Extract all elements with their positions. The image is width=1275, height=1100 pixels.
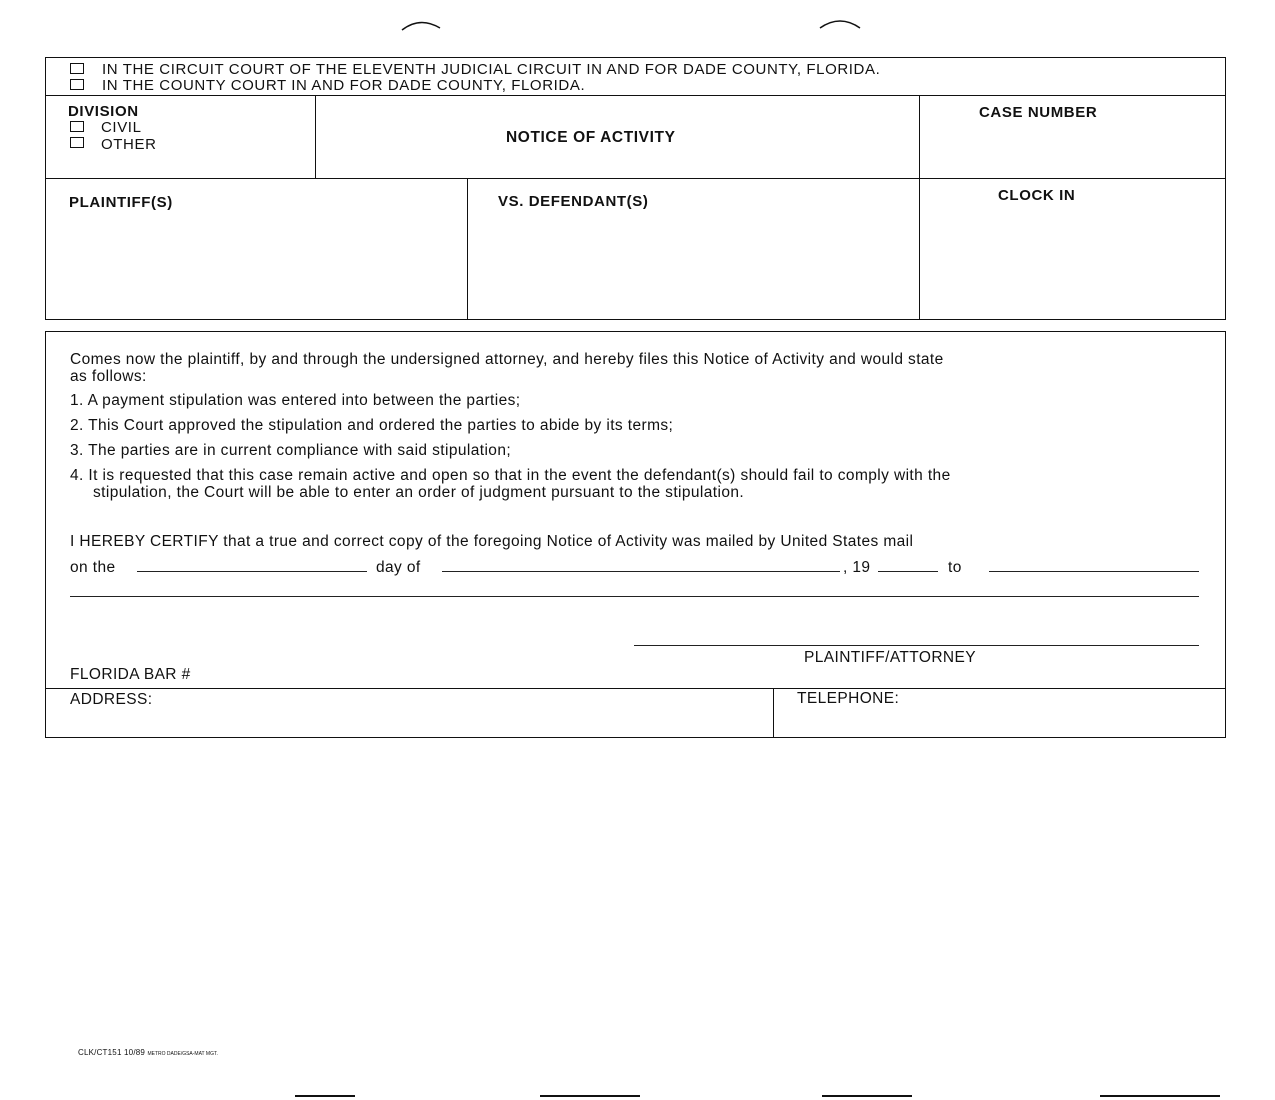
header-divider-2	[45, 178, 1226, 179]
plaintiff-label: PLAINTIFF(S)	[69, 194, 173, 211]
certify-line: I HEREBY CERTIFY that a true and correct copy of the foregoing Notice of Activity was mailed by United States mail	[70, 533, 914, 550]
signature-line[interactable]	[634, 645, 1199, 646]
county-court-label: IN THE COUNTY COURT IN AND FOR DADE COUNTY, FLORIDA.	[102, 77, 586, 94]
division-label: DIVISION	[68, 103, 139, 120]
scan-mark-right	[816, 12, 864, 34]
day-of-label: day of	[376, 559, 421, 576]
item-2: 2. This Court approved the stipulation and ordered the parties to abide by its terms;	[70, 417, 674, 434]
day-blank[interactable]	[137, 571, 367, 572]
case-number-label: CASE NUMBER	[979, 104, 1098, 121]
defendant-field[interactable]	[472, 215, 914, 315]
form-title: NOTICE OF ACTIVITY	[506, 129, 676, 146]
address-label: ADDRESS:	[70, 691, 153, 708]
signature-label: PLAINTIFF/ATTORNEY	[804, 649, 976, 666]
case-number-divider	[919, 95, 920, 320]
year-blank[interactable]	[878, 571, 938, 572]
other-checkbox[interactable]	[70, 137, 84, 148]
bottom-scan-mark-2	[540, 1095, 640, 1097]
intro-line-1: Comes now the plaintiff, by and through the undersigned attorney, and hereby files this Notice of Activity and would state	[70, 351, 944, 368]
scan-mark-left	[398, 14, 444, 34]
defendant-label: VS. DEFENDANT(S)	[498, 193, 649, 210]
address-divider	[45, 688, 1226, 689]
plaintiff-field[interactable]	[50, 215, 462, 315]
form-code-dept: METRO DADE/GSA-MAT MGT.	[147, 1051, 218, 1057]
item-3: 3. The parties are in current compliance with said stipulation;	[70, 442, 512, 459]
recipient-blank[interactable]	[989, 571, 1199, 572]
florida-bar-label: FLORIDA BAR #	[70, 666, 191, 683]
form-code	[78, 1048, 218, 1057]
other-label: OTHER	[101, 136, 157, 153]
intro-line-2: as follows:	[70, 368, 147, 385]
form-code-number: CLK/CT151 10/89	[78, 1048, 146, 1057]
bottom-scan-mark-3	[822, 1095, 912, 1097]
month-blank[interactable]	[442, 571, 840, 572]
telephone-divider	[773, 688, 774, 738]
bottom-scan-mark-1	[295, 1095, 355, 1097]
address-field[interactable]	[180, 692, 768, 732]
division-divider	[315, 95, 316, 178]
to-label: to	[948, 559, 962, 576]
circuit-court-checkbox[interactable]	[70, 63, 84, 74]
recipient-blank-line-2[interactable]	[70, 596, 1199, 597]
header-divider-1	[45, 95, 1226, 96]
year-prefix-label: , 19	[843, 559, 871, 576]
civil-checkbox[interactable]	[70, 121, 84, 132]
county-court-checkbox[interactable]	[70, 79, 84, 90]
clock-in-field[interactable]	[925, 210, 1220, 315]
item-4-continued: stipulation, the Court will be able to enter an order of judgment pursuant to the stipulation.	[93, 484, 745, 501]
case-number-field[interactable]	[925, 125, 1220, 173]
item-1: 1. A payment stipulation was entered into between the parties;	[70, 392, 521, 409]
circuit-court-label: IN THE CIRCUIT COURT OF THE ELEVENTH JUDICIAL CIRCUIT IN AND FOR DADE COUNTY, FLORIDA.	[102, 61, 881, 78]
telephone-field[interactable]	[935, 692, 1220, 732]
plaintiff-divider	[467, 178, 468, 320]
civil-label: CIVIL	[101, 119, 142, 136]
bottom-scan-mark-4	[1100, 1095, 1220, 1097]
item-4: 4. It is requested that this case remain active and open so that in the event the defendant(s) should fail to comply with the	[70, 467, 951, 484]
on-the-label: on the	[70, 559, 116, 576]
clock-in-label: CLOCK IN	[998, 187, 1076, 204]
telephone-label: TELEPHONE:	[797, 690, 900, 707]
